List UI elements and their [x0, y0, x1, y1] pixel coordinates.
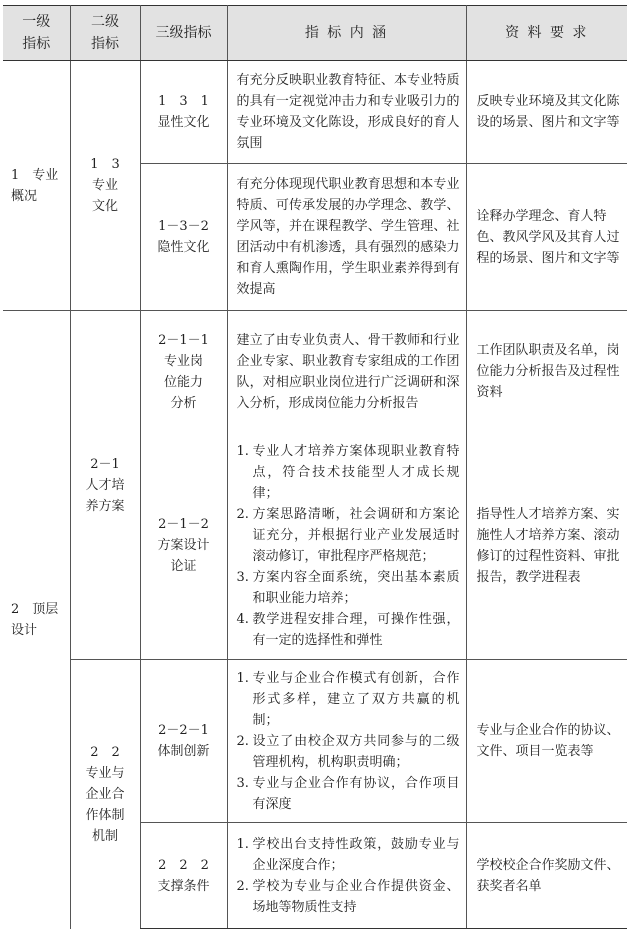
header-level2: 二级 指标 — [70, 6, 140, 61]
meaning-cell — [227, 823, 466, 929]
level3-cell: 2－2－1 体制创新 — [140, 660, 227, 823]
meaning-list — [237, 668, 460, 815]
table-row — [3, 660, 627, 823]
level3-cell: 2 2 2 支撑条件 — [140, 823, 227, 929]
materials-cell: 指导性人才培养方案、实施性人才培养方案、滚动修订的过程性资料、审批报告，教学进程表 — [466, 433, 627, 660]
list-item: 1. 专业与企业合作模式有创新，合作形式多样，建立了双方共赢的机制； — [236, 670, 460, 728]
level1-cell: 2 顶层 设计 — [3, 311, 70, 929]
list-item: 3. 专业与企业合作有协议，合作项目有深度 — [236, 775, 460, 812]
list-item: 1. 专业人才培养方案体现职业教育特点，符合技术技能型人才成长规律； — [236, 443, 460, 501]
materials-cell: 专业与企业合作的协议、文件、项目一览表等 — [466, 660, 627, 823]
list-item: 2. 设立了由校企双方共同参与的二级管理机构，机构职责明确； — [236, 733, 460, 770]
header-level3: 三级指标 — [140, 6, 227, 61]
list-item: 4. 教学进程安排合理，可操作性强，有一定的选择性和弹性 — [236, 611, 460, 648]
list-item: 2. 学校为专业与企业合作提供资金、场地等物质性支持 — [236, 878, 460, 915]
meaning-list — [237, 834, 460, 918]
materials-cell: 反映专业环境及其文化陈设的场景、图片和文字等 — [466, 61, 627, 164]
header-level1: 一级 指标 — [3, 6, 70, 61]
level3-cell: 1－3－2 隐性文化 — [140, 164, 227, 311]
list-item: 1. 学校出台支持性政策，鼓励专业与企业深度合作； — [236, 836, 460, 873]
meaning-cell — [227, 660, 466, 823]
level2-cell: 1 3 专业 文化 — [70, 61, 140, 311]
materials-cell: 学校校企合作奖励文件、获奖者名单 — [466, 823, 627, 929]
list-item: 3. 方案内容全面系统，突出基本素质和职业能力培养； — [236, 569, 460, 606]
header-meaning: 指 标 内 涵 — [227, 6, 466, 61]
header-materials: 资 料 要 求 — [466, 6, 627, 61]
materials-cell: 诠释办学理念、育人特色、教风学风及其育人过程的场景、图片和文字等 — [466, 164, 627, 311]
meaning-list — [237, 441, 460, 651]
meaning-cell: 有充分体现现代职业教育思想和本专业特质、可传承发展的办学理念、教学、学风等，并在课程教学、学生管理、社团活动中有机渗透，具有强烈的感染力和育人熏陶作用，学生职业素养得到有效提高 — [227, 164, 466, 311]
indicator-table — [3, 5, 627, 929]
level2-cell: 2－1 人才培 养方案 — [70, 311, 140, 660]
meaning-cell: 建立了由专业负责人、骨干教师和行业企业专家、职业教育专家组成的工作团队，对相应职业岗位进行广泛调研和深入分析，形成岗位能力分析报告 — [227, 311, 466, 433]
list-item: 2. 方案思路清晰，社会调研和方案论证充分，并根据行业产业发展适时滚动修订，审批程序严格规范； — [236, 506, 460, 564]
materials-cell: 工作团队职责及名单，岗位能力分析报告及过程性资料 — [466, 311, 627, 433]
meaning-cell: 有充分反映职业教育特征、本专业特质的具有一定视觉冲击力和专业吸引力的专业环境及文化陈设，形成良好的育人氛围 — [227, 61, 466, 164]
table-header-row — [3, 6, 627, 61]
table-row — [3, 61, 627, 164]
level1-cell: 1 专业 概况 — [11, 167, 59, 204]
meaning-cell — [227, 433, 466, 660]
level2-cell: 2 2 专业与 企业合 作体制 机制 — [70, 660, 140, 929]
level3-cell: 2－1－1 专业岗 位能力 分析 — [140, 311, 227, 433]
level3-cell: 2－1－2 方案设计 论证 — [140, 433, 227, 660]
table-row — [3, 311, 627, 433]
level3-cell: 1 3 1 显性文化 — [140, 61, 227, 164]
